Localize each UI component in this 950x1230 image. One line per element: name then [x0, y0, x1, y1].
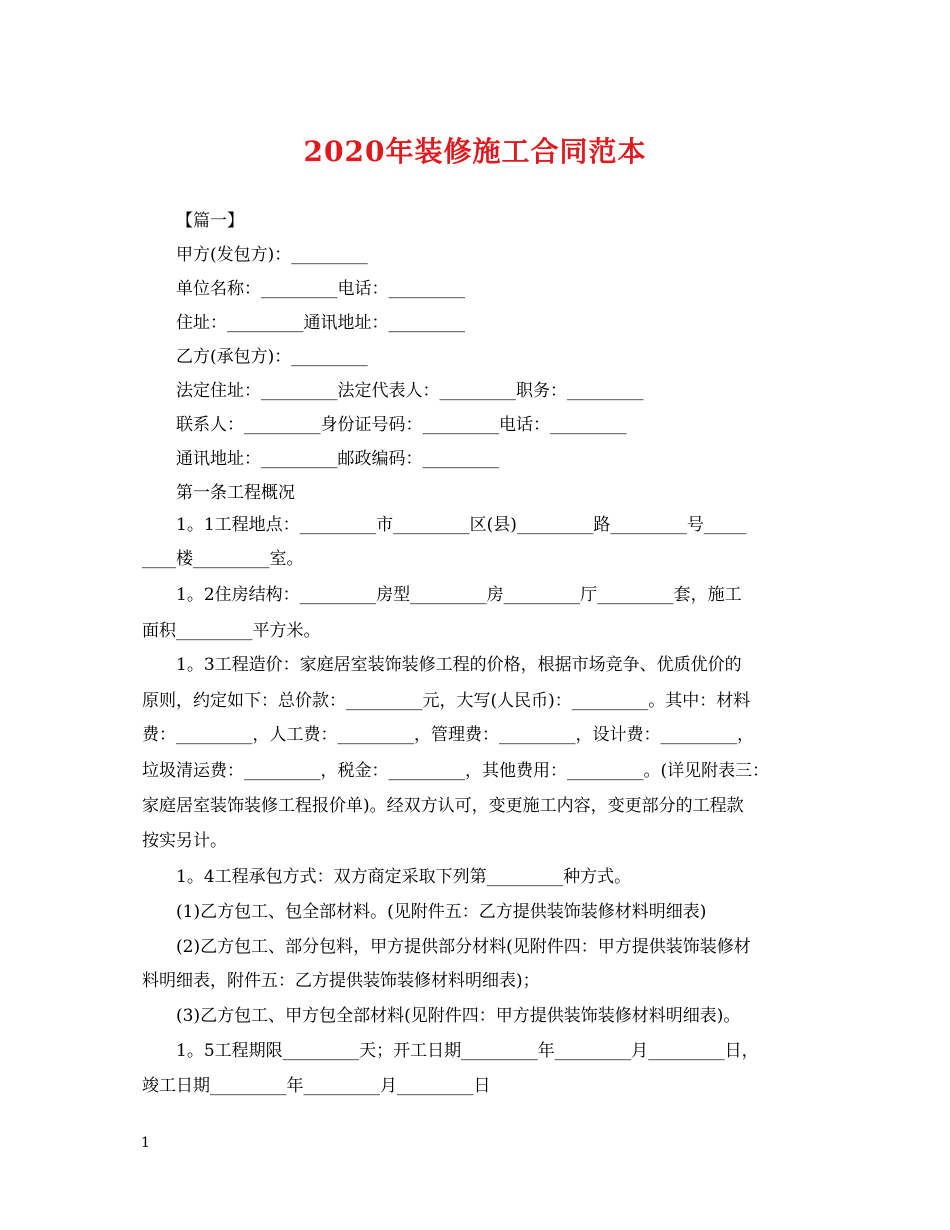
paragraph-line: 家庭居室装饰装修工程报价单)。经双方认可，变更施工内容，变更部分的工程款 — [142, 796, 744, 816]
article-one-heading: 第一条工程概况 — [176, 483, 295, 503]
address-line: 住址：_________通讯地址：_________ — [176, 313, 465, 333]
paragraph-line: 1。3工程造价：家庭居室装饰装修工程的价格，根据市场竞争、优质优价的 — [176, 655, 742, 675]
section-heading: 【篇一】 — [176, 211, 244, 231]
paragraph-line: 面积_________平方米。 — [142, 621, 321, 641]
paragraph-line: 竣工日期_________年_________月_________日 — [142, 1076, 491, 1096]
document-title: 2020年装修施工合同范本 — [303, 135, 647, 168]
mail-info-line: 通讯地址：_________邮政编码：_________ — [176, 449, 499, 469]
paragraph-line: 按实另计。 — [142, 831, 227, 851]
paragraph-line: 1。4工程承包方式：双方商定采取下列第_________种方式。 — [176, 867, 632, 887]
party-a-line: 甲方(发包方)：_________ — [176, 245, 368, 265]
paragraph-line: 1。2住房结构：_________房型_________房_________厅_________套，施工 — [176, 585, 742, 605]
page-number: 1 — [141, 1135, 150, 1151]
option-line: (3)乙方包工、甲方包全部材料(见附件四：甲方提供装饰装修材料明细表)。 — [176, 1006, 741, 1026]
option-line: (1)乙方包工、包全部材料。(见附件五：乙方提供装饰装修材料明细表) — [176, 902, 707, 922]
option-line: 料明细表，附件五：乙方提供装饰装修材料明细表)； — [142, 971, 540, 991]
option-line: (2)乙方包工、部分包料，甲方提供部分材料(见附件四：甲方提供装饰装修材 — [176, 937, 751, 957]
paragraph-line: ____楼_________室。 — [142, 549, 304, 569]
unit-phone-line: 单位名称：_________电话：_________ — [176, 279, 465, 299]
paragraph-line: 垃圾清运费：_________，税金：_________，其他费用：_________。(详见附表三： — [142, 761, 770, 781]
paragraph-line: 1。1工程地点：_________市_________区(县)_________路_________号_____ — [176, 515, 747, 535]
paragraph-line: 原则，约定如下：总价款：_________元，大写(人民币)：_________。其中：材料 — [142, 691, 751, 711]
contact-info-line: 联系人：_________身份证号码：_________电话：_________ — [176, 415, 627, 435]
paragraph-line: 1。5工程期限_________天；开工日期_________年_________月_________日， — [176, 1041, 759, 1061]
paragraph-line: 费：_________，人工费：_________，管理费：_________，设计费：_________， — [142, 725, 754, 745]
legal-info-line: 法定住址：_________法定代表人：_________职务：_________ — [176, 381, 644, 401]
party-b-line: 乙方(承包方)：_________ — [176, 347, 368, 367]
